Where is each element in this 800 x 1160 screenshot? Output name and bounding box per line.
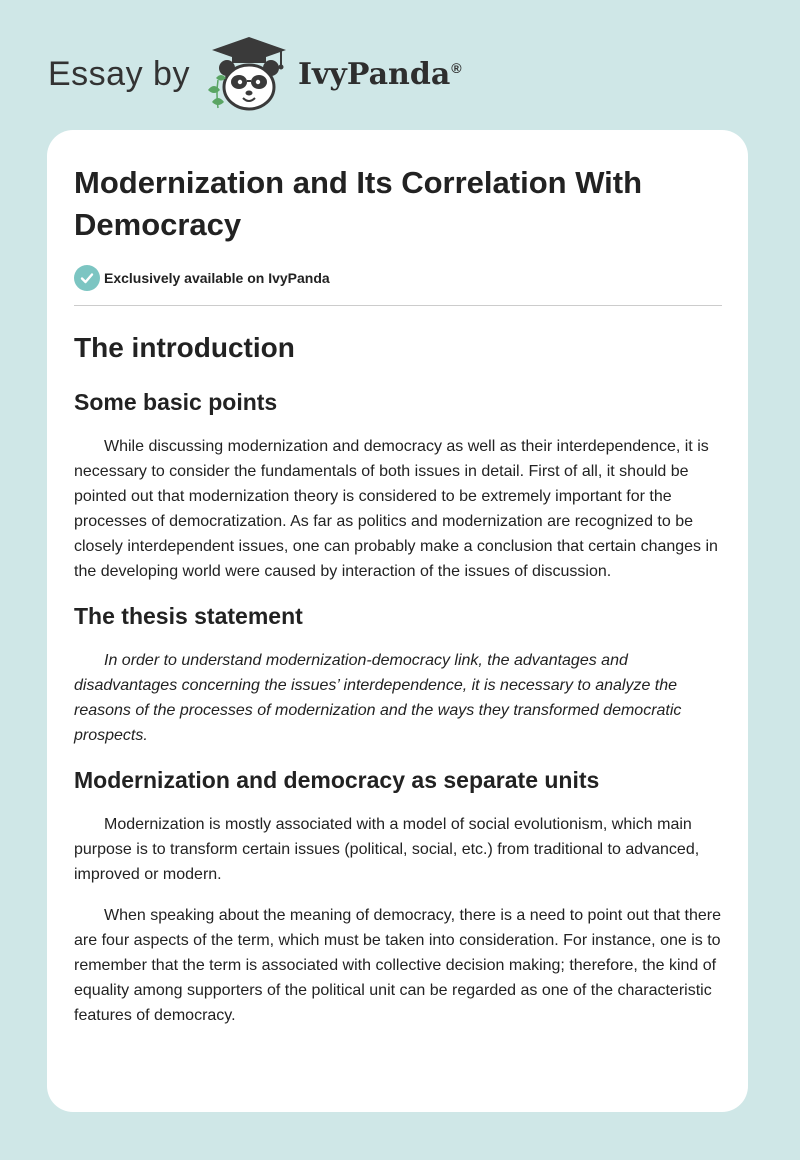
paragraph-basic-points: While discussing modernization and democracy as well as their interdependence, it is necessary to consider the fundamentals of both issues in detail. First of all, it should be pointed out that modernization theory is considered to be extremely important for the processes of democratization. As far as politics and modernization are recognized to be closely interdependent issues, one can probably make a conclusion that certain changes in the developing world were caused by interaction of the issues of discussion.: [74, 438, 718, 580]
ivypanda-logo-icon[interactable]: [206, 34, 292, 114]
brand-name[interactable]: IvyPanda®: [297, 56, 462, 92]
site-header: [48, 34, 462, 114]
paragraph-thesis-statement: In order to understand modernization-democracy link, the advantages and disadvantages concerning the issues’ interdependence, it is necessary to analyze the reasons of the processes of modernization and the ways they transformed democratic prospects.: [74, 652, 682, 744]
paragraph-democracy: When speaking about the meaning of democracy, there is a need to point out that there are four aspects of the term, which must be taken into consideration. For instance, one is to remember that the term is associated with collective decision making; therefore, the kind of equality among supporters of the political unit can be regarded as one of the characteristic features of democracy.: [74, 907, 721, 1024]
title-divider: [74, 305, 722, 306]
paragraph-modernization: Modernization is mostly associated with a model of social evolutionism, which main purpose is to transform certain issues (political, social, etc.) from traditional to advanced, improved or modern.: [74, 816, 700, 883]
section-heading-separate-units: Modernization and democracy as separate units: [74, 767, 600, 793]
section-heading-thesis-statement: The thesis statement: [74, 603, 303, 629]
essay-by-label: Essay by: [48, 54, 190, 93]
section-heading-introduction: The introduction: [74, 332, 295, 363]
exclusive-badge-label: Exclusively available on IvyPanda: [104, 270, 330, 286]
essay-card: [47, 130, 748, 1112]
exclusive-badge: [74, 265, 722, 291]
registered-mark: ®: [451, 59, 462, 76]
check-circle-icon: [74, 265, 100, 291]
section-heading-basic-points: Some basic points: [74, 389, 278, 415]
page-title: Modernization and Its Correlation With Democracy: [74, 165, 643, 242]
essay-content: [74, 162, 722, 1028]
